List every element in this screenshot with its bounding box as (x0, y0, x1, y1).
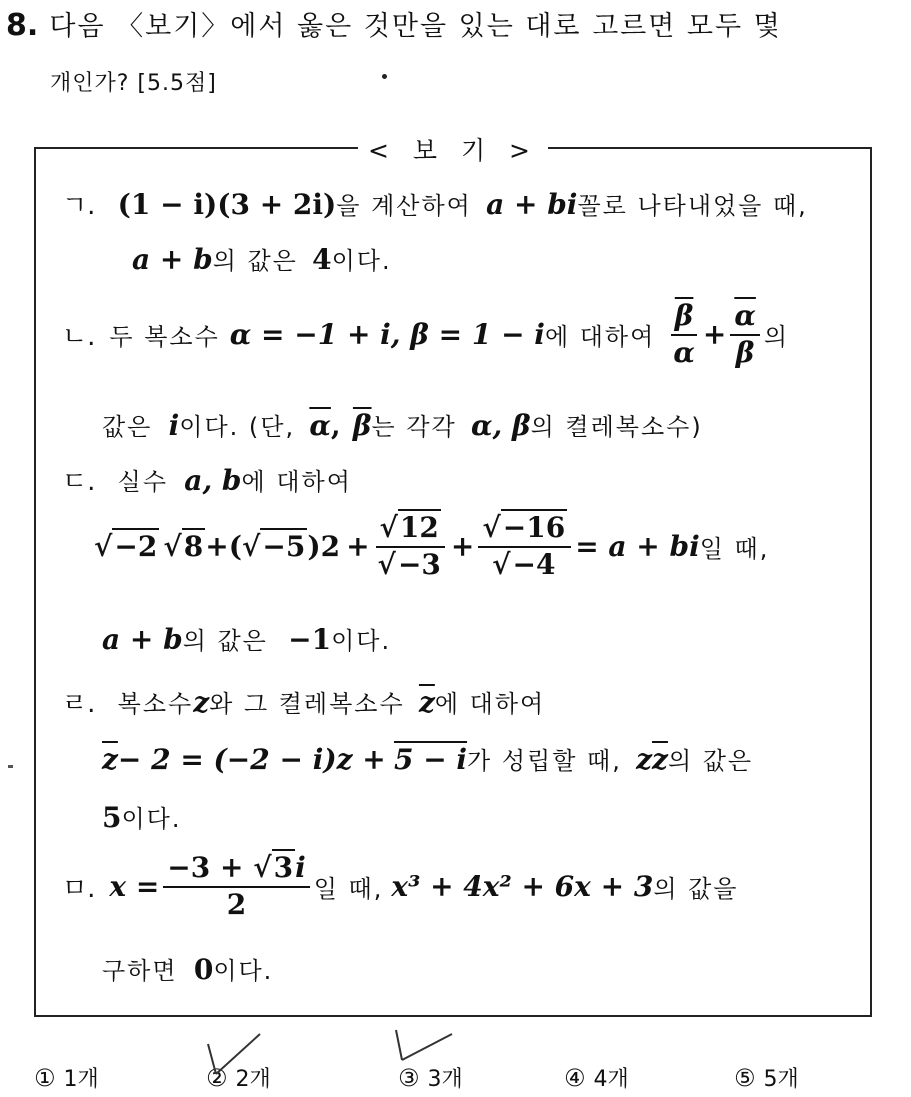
item-na-line2: 값은 i이다. (단, $\overline{\alpha}$, $\overline{\beta}$는 각각 α, β의 켤레복소수) (102, 409, 703, 442)
item-ma-text1: 일 때, (313, 875, 384, 904)
item-ma-line2 (102, 951, 273, 986)
item-da-line1 (62, 461, 352, 498)
item-ra-line1 (62, 683, 545, 720)
item-ra-label: ㄹ. (62, 689, 96, 719)
item-ma-text3: 구하면 (102, 957, 178, 985)
question-header (6, 4, 782, 43)
choice-3[interactable]: ③ 3개 (398, 1064, 463, 1092)
margin-mark (8, 765, 13, 768)
item-da-text4: 의 값은 (182, 627, 268, 655)
question-text-line1: 다음 〈보기〉에서 옳은 것만을 있는 대로 고르면 모두 몇 (49, 11, 782, 42)
item-na-conj-beta: $\overline{\beta}$ (352, 409, 372, 442)
item-ga-expr2: a + bi (486, 188, 578, 221)
item-ra-text5: 의 값은 (667, 747, 754, 775)
item-ra-text1: 복소수 (117, 690, 194, 718)
item-na-text3: 의 (763, 323, 790, 352)
item-ga-expr1: (1 − i)(3 + 2i) (117, 188, 337, 221)
item-ra-text3: 에 대하여 (434, 690, 546, 718)
example-box-title: < 보 기 > (36, 131, 870, 167)
choice-1[interactable]: ① 1개 (34, 1064, 99, 1092)
item-na-text1: 두 복소수 (109, 323, 220, 352)
item-na-text2: 에 대하여 (544, 323, 656, 352)
item-da-text1: 실수 (117, 468, 169, 496)
item-ma-poly: x³ + 4x² + 6x + 3 (391, 870, 654, 904)
pen-checkmark-choice-2 (200, 1030, 270, 1090)
item-da-line3 (102, 621, 391, 656)
item-na-text5: 이다. (단, (179, 413, 296, 441)
item-na-plus: + (702, 318, 727, 352)
item-ra-expr2: $\overline{z}$ (418, 686, 435, 719)
example-box (34, 136, 872, 1017)
item-ra-eq-z: $\overline{z}$ (102, 743, 118, 776)
item-ma-fraction: $\frac{-3 + √3i}{2}$ (163, 853, 309, 921)
item-ra-expr1: z (193, 686, 210, 719)
item-da-sqrt3: √−5 (241, 530, 306, 564)
item-ma-label: ㅁ. (62, 874, 96, 905)
item-ma-expr1: x = (109, 870, 160, 904)
item-ra-value: 5 (102, 801, 122, 834)
stray-dot (382, 74, 387, 79)
item-da-expr1: a, b (184, 464, 242, 497)
item-da-label: ㄷ. (62, 467, 96, 497)
item-na-expr1: α = −1 + i, β = 1 − i (229, 318, 545, 352)
choice-5[interactable]: ⑤ 5개 (734, 1064, 799, 1092)
item-na-fraction2: $\frac{\overline{\alpha}}{\beta}$ (730, 301, 760, 369)
item-ga-label: ㄱ. (62, 191, 96, 221)
item-na-line1 (62, 301, 789, 369)
item-ga-text3: 의 값은 (212, 247, 298, 275)
item-ga-text1: 을 계산하여 (336, 192, 472, 220)
item-na-text6: 는 각각 (371, 413, 457, 441)
choice-2[interactable]: ② 2개 (206, 1064, 271, 1092)
item-ra-text2: 와 그 켤레복소수 (209, 690, 405, 718)
item-ga-line2 (132, 241, 392, 276)
item-na-text4: 값은 (102, 413, 153, 441)
item-ra-eq-conj: 5 − i (393, 743, 468, 776)
item-ra-line2: $\overline{z}- 2 = (-2 - i)z + 5 - i$가 성립할 때, $z\overline{z}$의 값은 (102, 743, 754, 776)
item-ga-value: 4 (312, 243, 332, 276)
item-ma-value: 0 (193, 953, 214, 986)
item-na-label: ㄴ. (62, 322, 96, 353)
item-ga-text2: 꼴로 나타내었을 때, (577, 192, 808, 220)
item-da-text5: 이다. (331, 627, 392, 655)
item-da-text2: 에 대하여 (241, 468, 352, 496)
item-da-fraction1: $\frac{√12}{√-3}$ (374, 513, 447, 581)
item-na-expr2: i (168, 409, 180, 442)
item-da-equation: √−2 √8 +( √−5 ) 2 + $\frac{√12}{√-3}$ + $\frac{√-16}{√-4}$ = a + bi 일 때, (94, 511, 770, 581)
item-na-expr3: α, β (470, 409, 531, 442)
item-ma-text2: 의 값을 (653, 875, 739, 904)
answer-choices (34, 1062, 884, 1094)
item-na-conj-alpha: $\overline{\alpha}$ (309, 409, 331, 442)
item-ma-line1 (62, 853, 739, 921)
item-da-value: −1 (288, 623, 332, 656)
item-da-sqrt1: √−2 (94, 530, 158, 564)
choice-4[interactable]: ④ 4개 (564, 1064, 629, 1092)
item-da-expr2: a + b (102, 623, 183, 656)
item-na-text7: 의 켤레복소수) (530, 413, 703, 441)
item-ra-text4: 가 성립할 때, (467, 747, 622, 775)
item-ga-expr3: a + b (132, 243, 213, 276)
pen-checkmark-choice-3 (388, 1026, 458, 1074)
question-text-line2: 개인가? [5.5점] (50, 71, 217, 96)
item-ra-text6: 이다. (121, 805, 182, 833)
question-number: 8. (6, 8, 39, 43)
item-ra-line3 (102, 799, 181, 834)
item-ga-text4: 이다. (331, 247, 392, 275)
item-da-sqrt2: √8 (163, 530, 204, 564)
item-ga-line1 (62, 185, 808, 222)
item-da-fraction2: $\frac{√-16}{√-4}$ (478, 513, 571, 581)
item-ma-text4: 이다. (213, 957, 274, 985)
item-na-fraction1: $\frac{\overline{\beta}}{\alpha}$ (669, 301, 699, 369)
